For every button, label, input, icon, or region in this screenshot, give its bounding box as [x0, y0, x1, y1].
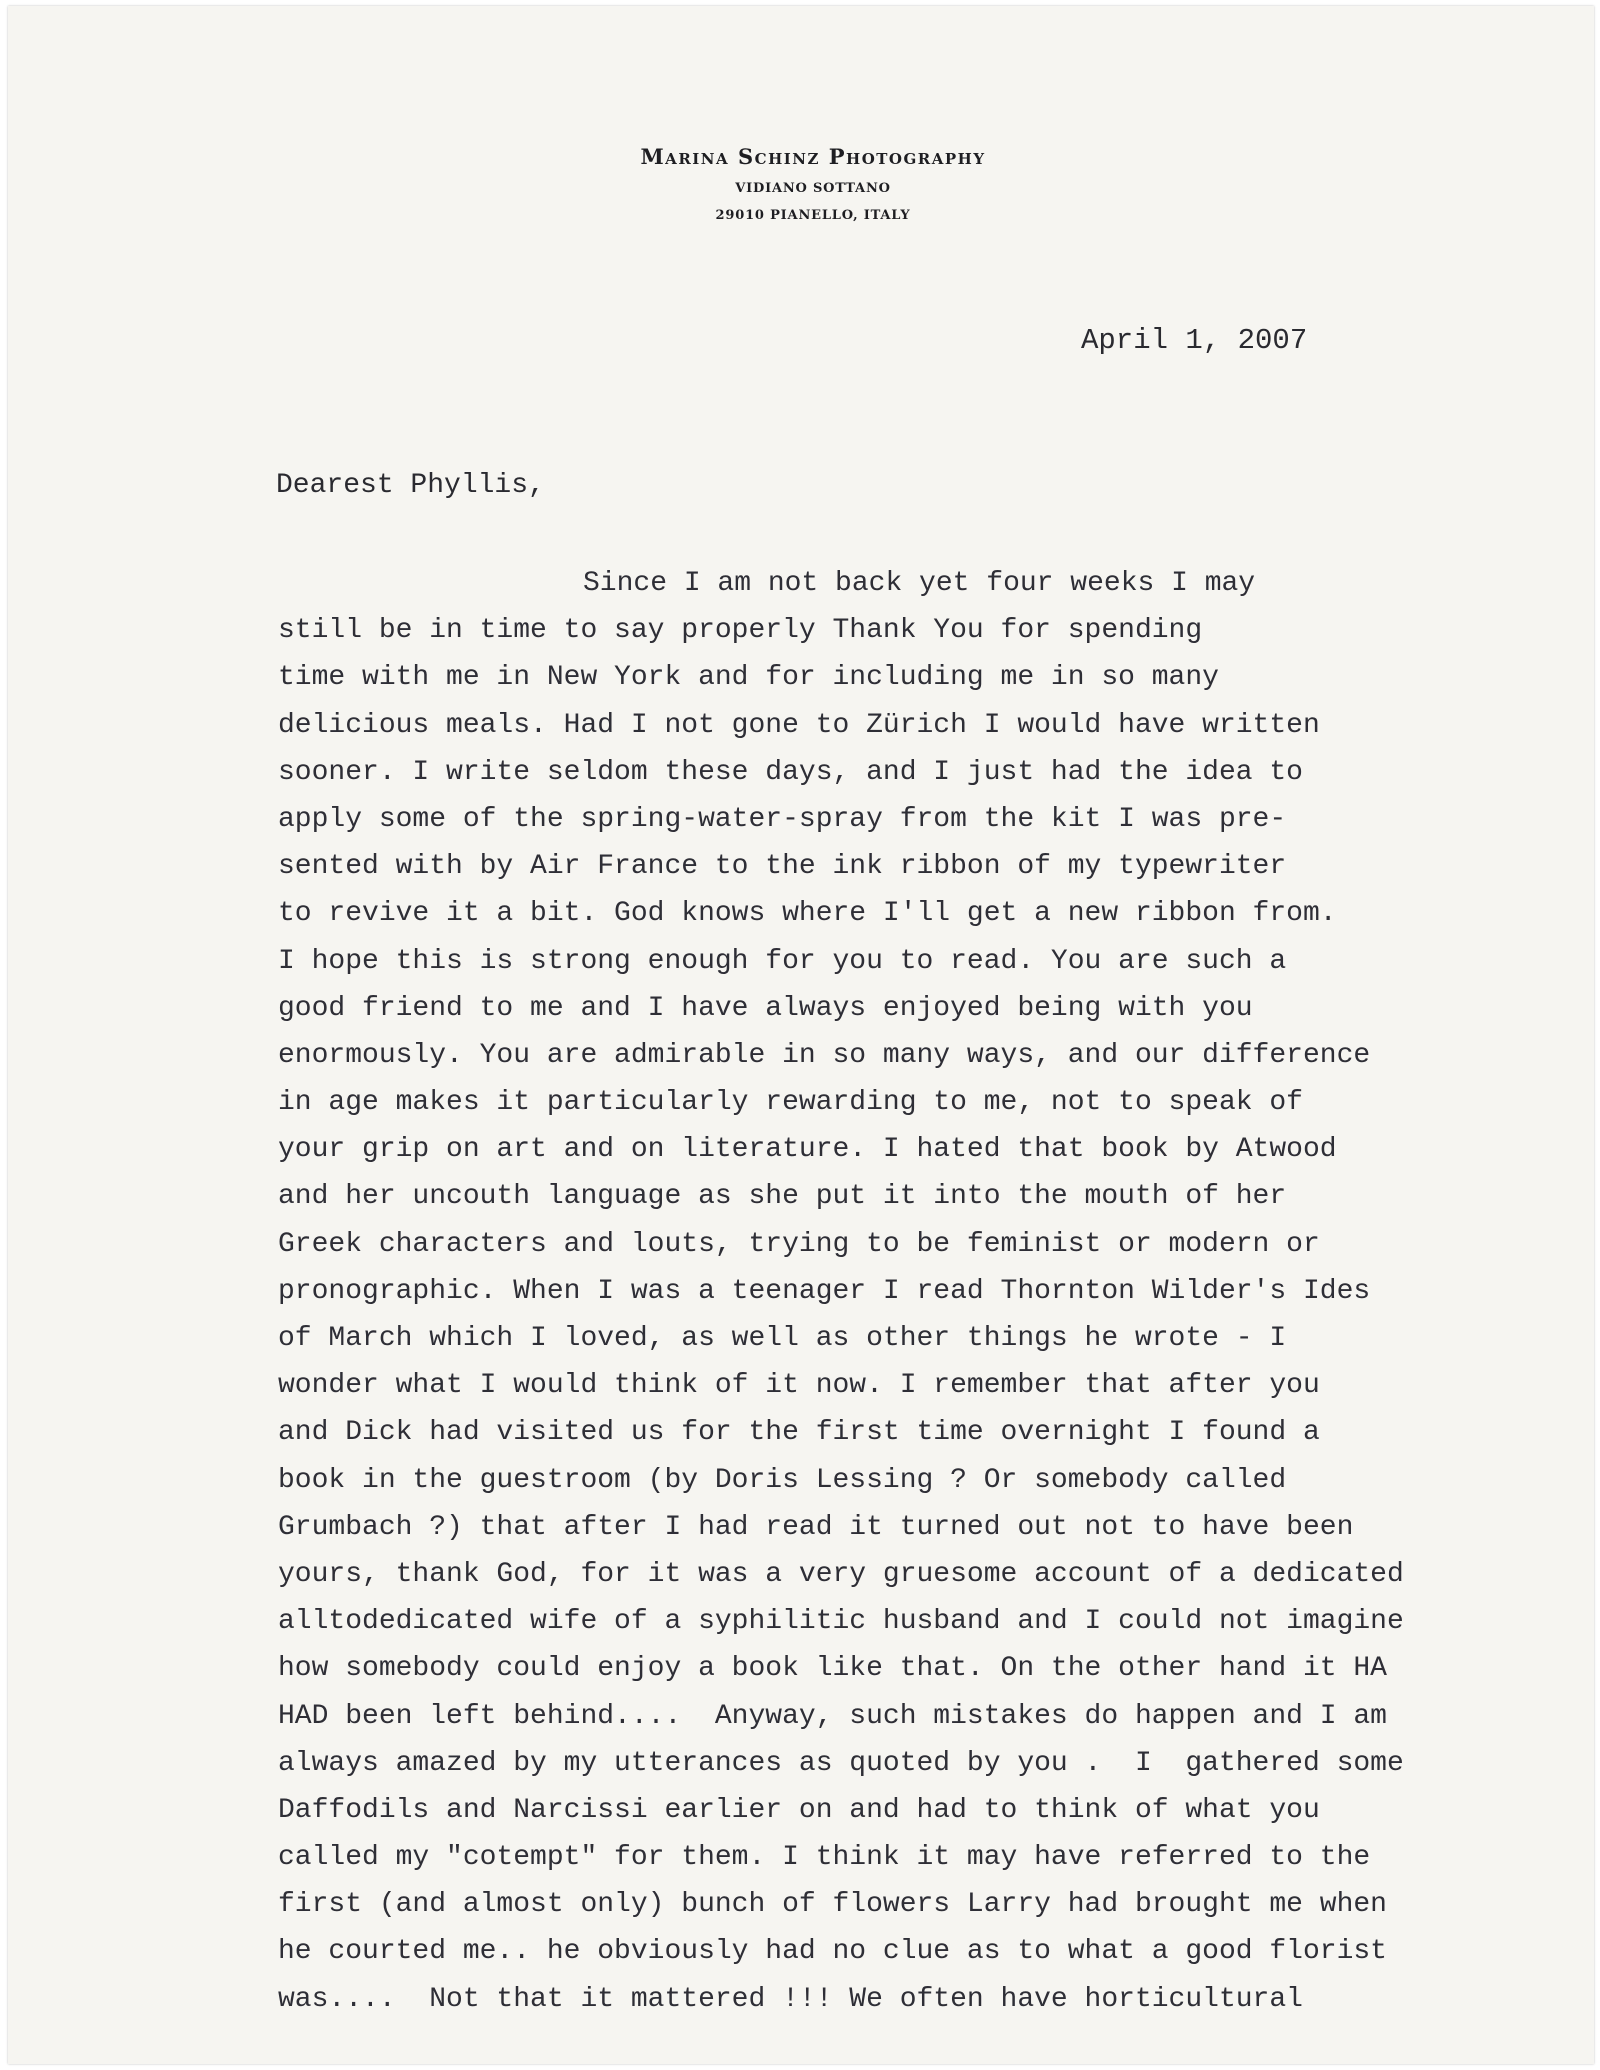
body-line: your grip on art and on literature. I hated that book by Atwood	[278, 1134, 1337, 1166]
body-line: I hope this is strong enough for you to read. You are such a	[278, 945, 1287, 977]
body-line: Grumbach ?) that after I had read it turned out not to have been	[278, 1511, 1354, 1543]
letterhead-address-line2: 29010 PIANELLO, ITALY	[715, 208, 911, 223]
body-line: still be in time to say properly Thank You for spending	[278, 615, 1203, 647]
letter-page	[8, 6, 1594, 2064]
body-line: alltodedicated wife of a syphilitic husband and I could not imagine	[278, 1606, 1404, 1638]
body-line: he courted me.. he obviously had no clue as to what a good florist	[278, 1936, 1387, 1968]
letterhead-name: Marina Schinz Photography	[640, 144, 986, 169]
body-line: first (and almost only) bunch of flowers Larry had brought me when	[278, 1889, 1387, 1921]
body-line: called my "cotempt" for them. I think it may have referred to the	[278, 1842, 1371, 1874]
body-line: apply some of the spring-water-spray from the kit I was pre-	[278, 803, 1287, 835]
body-line: delicious meals. Had I not gone to Zürich I would have written	[278, 709, 1320, 741]
body-line: time with me in New York and for including me in so many	[278, 662, 1219, 694]
letterhead-address-line1: VIDIANO SOTTANO	[735, 181, 891, 196]
body-line: was.... Not that it mattered !!! We often have horticultural	[278, 1983, 1303, 2015]
body-line: enormously. You are admirable in so many ways, and our difference	[278, 1039, 1371, 1071]
body-line: and her uncouth language as she put it into the mouth of her	[278, 1181, 1287, 1213]
salutation: Dearest Phyllis,	[276, 470, 545, 501]
body-line: in age makes it particularly rewarding to me, not to speak of	[278, 1087, 1303, 1119]
body-line: and Dick had visited us for the first time overnight I found a	[278, 1417, 1320, 1449]
body-line: book in the guestroom (by Doris Lessing ? Or somebody called	[278, 1464, 1287, 1496]
letterhead	[8, 144, 1600, 223]
body-line: pronographic. When I was a teenager I read Thornton Wilder's Ides	[278, 1275, 1371, 1307]
body-line: Greek characters and louts, trying to be feminist or modern or	[278, 1228, 1320, 1260]
body-line: always amazed by my utterances as quoted by you . I gathered some	[278, 1747, 1404, 1779]
body-line: how somebody could enjoy a book like that. On the other hand it HA	[278, 1653, 1387, 1685]
body-line: sooner. I write seldom these days, and I just had the idea to	[278, 756, 1303, 788]
body-line: to revive it a bit. God knows where I'll get a new ribbon from.	[278, 898, 1337, 930]
body-line: wonder what I would think of it now. I remember that after you	[278, 1370, 1320, 1402]
body-line: yours, thank God, for it was a very gruesome account of a dedicated	[278, 1558, 1404, 1590]
body-line: Daffodils and Narcissi earlier on and had to think of what you	[278, 1794, 1320, 1826]
letter-date: April 1, 2007	[1081, 324, 1308, 357]
body-line: Since I am not back yet four weeks I may	[583, 568, 1256, 599]
body-line: good friend to me and I have always enjoyed being with you	[278, 992, 1253, 1024]
body-line: sented with by Air France to the ink ribbon of my typewriter	[278, 851, 1287, 883]
body-line: HAD been left behind.... Anyway, such mistakes do happen and I am	[278, 1700, 1387, 1732]
body-line: of March which I loved, as well as other things he wrote - I	[278, 1323, 1287, 1354]
letter-body	[278, 560, 1404, 2023]
